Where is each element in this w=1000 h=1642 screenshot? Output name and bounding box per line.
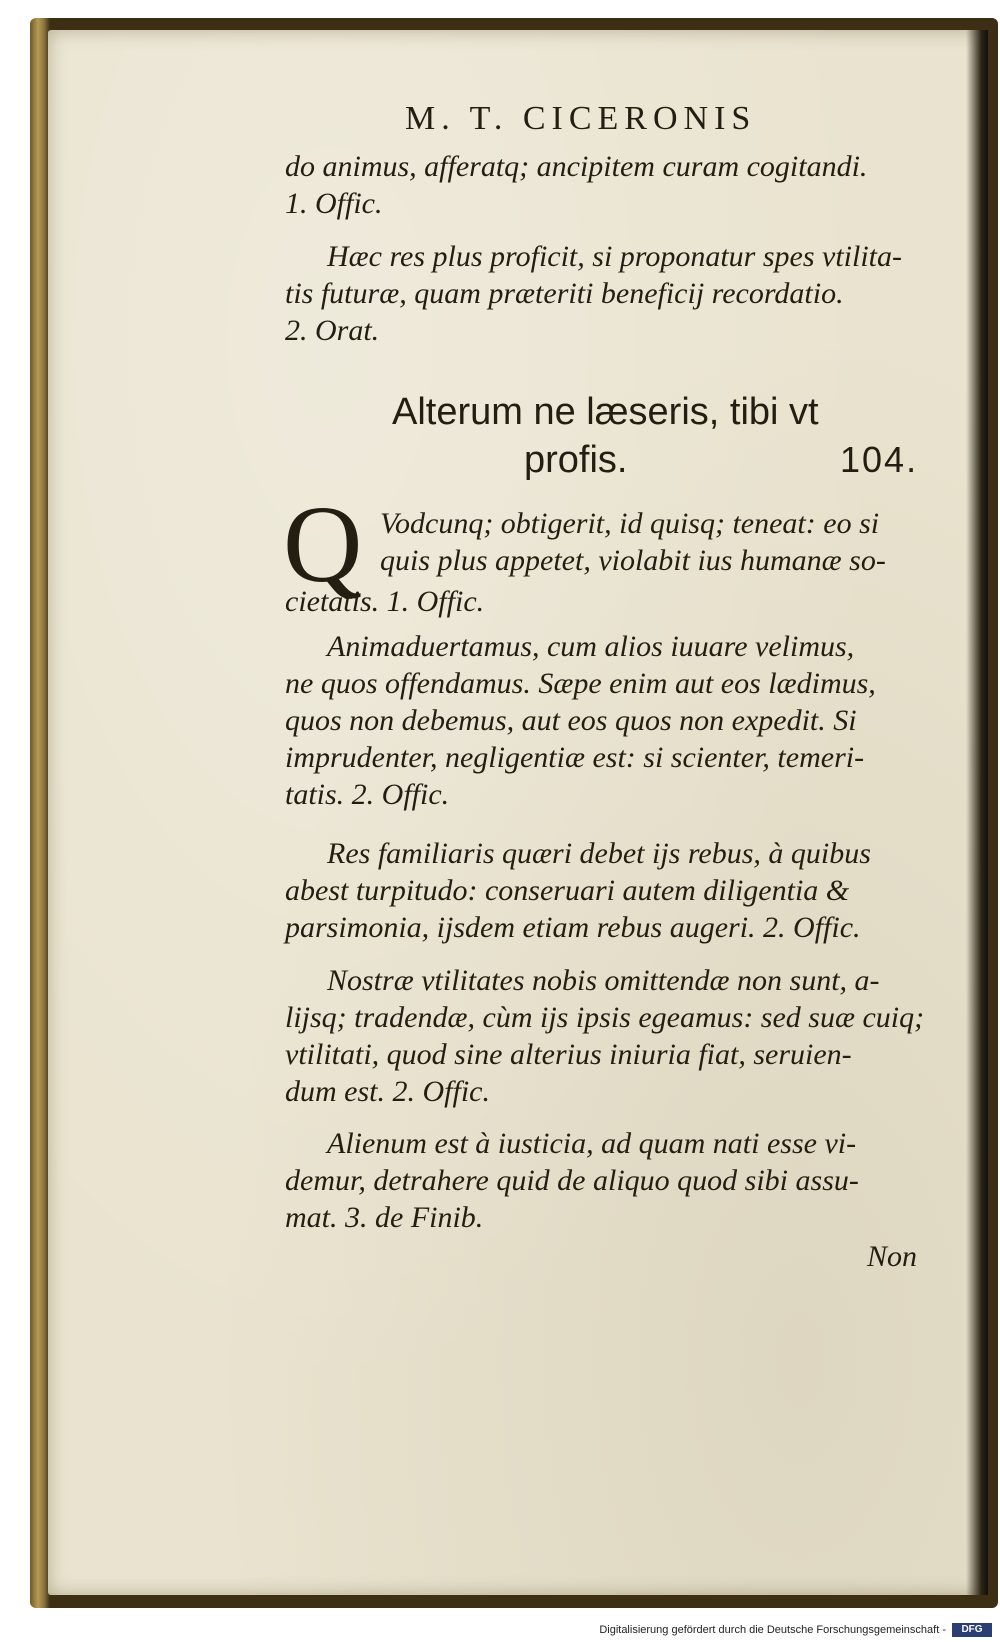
footer-bar [0, 1620, 1000, 1642]
text-line: quos non debemus, aut eos quos non expedit. Si [285, 704, 857, 737]
paragraph-quote [285, 1125, 935, 1236]
text-line: ne quos offendamus. Sæpe enim aut eos lædimus, [285, 667, 876, 700]
text-line: quis plus appetet, violabit ius humanæ so- [380, 544, 886, 577]
heading-line: profis. [524, 439, 628, 481]
text-line: Animaduertamus, cum alios iuuare velimus, [327, 630, 855, 663]
text-line: do animus, afferatq; ancipitem curam cogitandi. [285, 150, 868, 183]
catchword: Non [867, 1240, 918, 1273]
text-line: Alienum est à iusticia, ad quam nati esse vi- [327, 1127, 857, 1160]
text-line: tatis. 2. Offic. [285, 778, 450, 811]
text-line: dum est. 2. Offic. [285, 1075, 490, 1108]
paragraph-continuation [285, 148, 935, 222]
paragraph-quote [285, 238, 935, 349]
text-line: parsimonia, ijsdem etiam rebus augeri. 2. Offic. [285, 911, 861, 944]
text-line: Vodcunq; obtigerit, id quisq; teneat: eo si [380, 507, 880, 540]
paragraph-initial-a [380, 505, 940, 579]
paragraph-quote [285, 628, 935, 813]
text-line: tis futuræ, quam præteriti beneficij recordatio. [285, 277, 844, 310]
section-heading [392, 388, 952, 484]
text-line: 2. Orat. [285, 314, 380, 347]
text-line: demur, detrahere quid de aliquo quod sibi assu- [285, 1164, 859, 1197]
running-head: M. T. CICERONIS [405, 100, 757, 137]
text-line: Res familiaris quæri debet ijs rebus, à quibus [327, 837, 871, 870]
paragraph-quote [285, 962, 935, 1110]
text-line: abest turpitudo: conseruari autem diligentia & [285, 874, 850, 907]
paragraph-initial-b [285, 583, 935, 620]
text-line: cietatis. 1. Offic. [285, 585, 485, 618]
drop-cap: Q [283, 483, 363, 605]
heading-line: Alterum ne læseris, tibi vt [392, 391, 819, 433]
text-line: imprudenter, negligentiæ est: si scienter, temeri- [285, 741, 865, 774]
text-line: Hæc res plus proficit, si proponatur spes vtilita- [327, 240, 902, 273]
text-line: vtilitati, quod sine alterius iniuria fiat, seruien- [285, 1038, 852, 1071]
text-line: mat. 3. de Finib. [285, 1201, 484, 1234]
text-line: lijsq; tradendæ, cùm ijs ipsis egeamus: sed suæ cuiq; [285, 1001, 925, 1034]
paragraph-quote [285, 835, 935, 946]
text-line: Nostræ vtilitates nobis omittendæ non sunt, a- [327, 964, 880, 997]
section-number: 104. [840, 439, 919, 480]
dfg-logo: DFG [952, 1623, 992, 1637]
page-gutter [966, 30, 988, 1595]
text-line: 1. Offic. [285, 187, 383, 220]
footer-credit: Digitalisierung gefördert durch die Deutsche Forschungsgemeinschaft - [599, 1624, 946, 1636]
